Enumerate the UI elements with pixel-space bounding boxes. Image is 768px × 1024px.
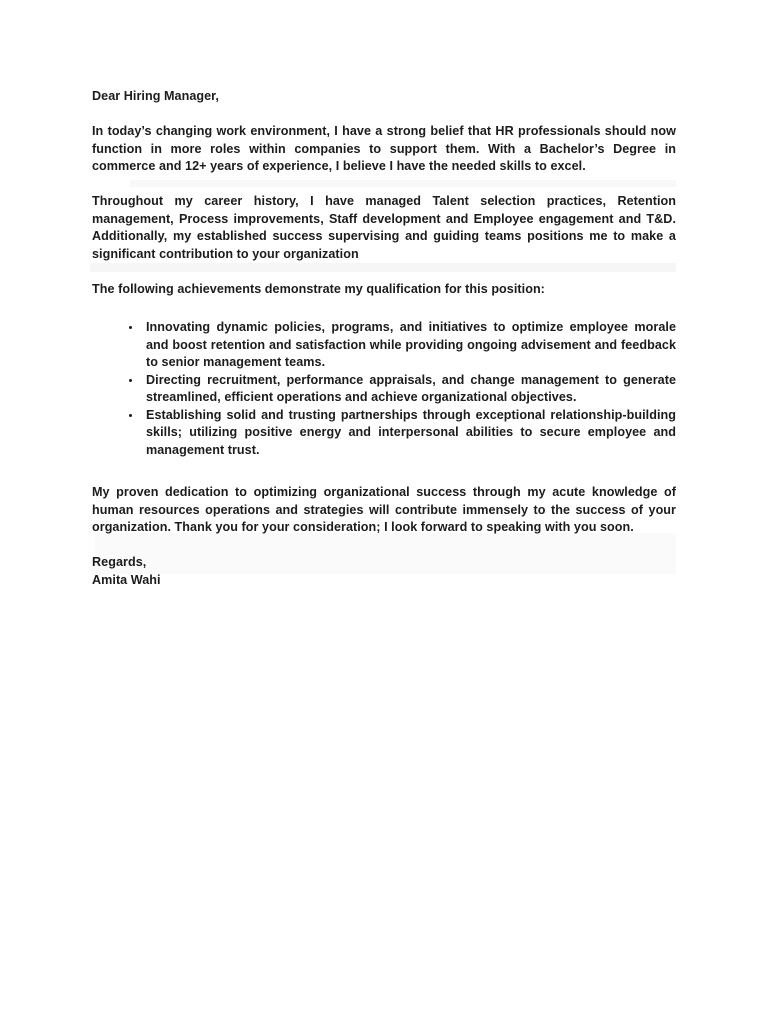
paragraph-career-history: Throughout my career history, I have managed Talent selection practices, Retention management, Process improvements, Staff development and Employee engagement and T&D. Additionally, my established success supervising and guiding teams positions me to make a significant contribution to your organization	[92, 194, 676, 261]
achievement-item-recruitment: • Directing recruitment, performance appraisals, and change management to generate streamlined, efficient operations and achieve organizational objectives.	[142, 372, 676, 407]
closing-paragraph: My proven dedication to optimizing organizational success through my acute knowledge of human resources operations and strategies will contribute immensely to the success of your organization. Thank you for your consideration; I look forward to speaking with you soon.	[92, 485, 676, 534]
letter-body	[92, 88, 676, 589]
achievement-item-partnerships: • Establishing solid and trusting partnerships through exceptional relationship-building skills; utilizing positive energy and interpersonal abilities to secure employee and management trust.	[142, 407, 676, 460]
signature-name: Amita Wahi	[92, 572, 161, 587]
signoff: Regards,	[92, 555, 147, 569]
paragraph-belief: In today’s changing work environment, I have a strong belief that HR professionals should now function in more roles within companies to support them. With a Bachelor’s Degree in commerce and 12+ years of experience, I believe I have the needed skills to excel.	[92, 124, 676, 173]
achievements-list	[92, 319, 676, 459]
salutation: Dear Hiring Manager,	[92, 89, 219, 103]
achievements-intro: The following achievements demonstrate my qualification for this position:	[92, 281, 545, 296]
achievement-item-policies: • Innovating dynamic policies, programs, and initiatives to optimize employee morale and boost retention and satisfaction while providing ongoing advisement and feedback to senior management teams.	[142, 319, 676, 372]
